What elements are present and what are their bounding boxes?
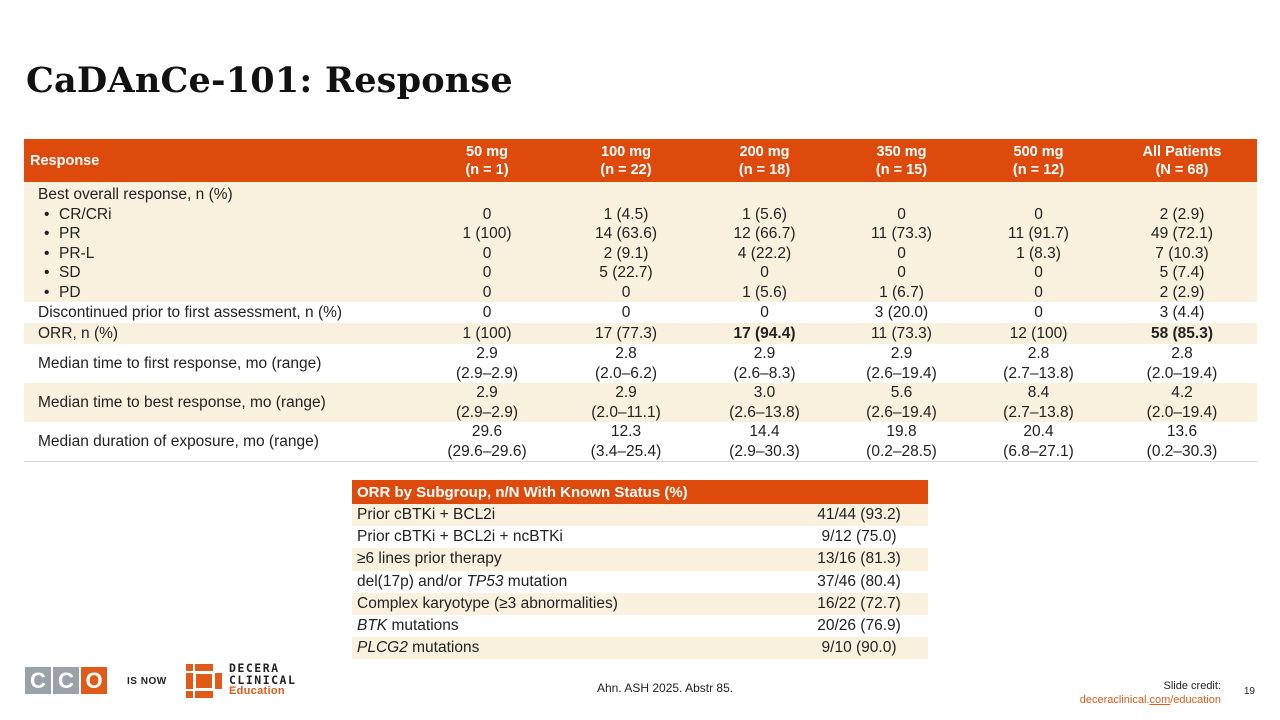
header-200mg: 200 mg (n = 18) bbox=[696, 139, 833, 182]
table-cell: 2.8 (2.0–6.2) bbox=[556, 344, 696, 383]
bor-col-500mg: 0 11 (91.7) 1 (8.3) 0 0 bbox=[970, 182, 1107, 302]
subgroup-label: Complex karyotype (≥3 abnormalities) bbox=[352, 593, 640, 615]
header-100mg: 100 mg (n = 22) bbox=[556, 139, 696, 182]
bor-col-all: 2 (2.9) 49 (72.1) 7 (10.3) 5 (7.4) 2 (2.9) bbox=[1107, 182, 1257, 302]
table-cell: 19.8 (0.2–28.5) bbox=[833, 422, 970, 462]
table-cell: 0 bbox=[970, 302, 1107, 323]
table-cell: 3 (20.0) bbox=[833, 302, 970, 323]
cco-letter: C bbox=[25, 667, 51, 694]
table-cell: 2.9 (2.6–8.3) bbox=[696, 344, 833, 383]
table-cell-highlight: 58 (85.3) bbox=[1107, 323, 1257, 344]
table-cell: 8.4 (2.7–13.8) bbox=[970, 383, 1107, 422]
bor-label-prl: • PR-L bbox=[38, 244, 418, 264]
exposure-label: Median duration of exposure, mo (range) bbox=[24, 422, 418, 462]
is-now-label: IS NOW bbox=[127, 676, 167, 687]
subgroup-value: 37/46 (80.4) bbox=[640, 571, 928, 593]
header-response: Response bbox=[24, 139, 418, 182]
subgroup-label: Prior cBTKi + BCL2i bbox=[352, 504, 640, 526]
table-row-time-first bbox=[24, 344, 1257, 383]
table-row-time-best bbox=[24, 383, 1257, 422]
header-all-patients: All Patients (N = 68) bbox=[1107, 139, 1257, 182]
orr-label: ORR, n (%) bbox=[24, 323, 418, 344]
table-cell: 29.6 (29.6–29.6) bbox=[418, 422, 556, 462]
table-row bbox=[352, 504, 928, 526]
table-cell: 11 (73.3) bbox=[833, 323, 970, 344]
header-50mg: 50 mg (n = 1) bbox=[418, 139, 556, 182]
response-table bbox=[24, 139, 1257, 462]
table-cell: 2.9 (2.9–2.9) bbox=[418, 344, 556, 383]
subgroup-label: Prior cBTKi + BCL2i + ncBTKi bbox=[352, 526, 640, 548]
table-row bbox=[352, 548, 928, 570]
bor-col-350mg: 0 11 (73.3) 0 0 1 (6.7) bbox=[833, 182, 970, 302]
table-row-exposure bbox=[24, 422, 1257, 462]
slide-title: CaDAnCe-101: Response bbox=[26, 60, 513, 101]
subgroup-value: 9/12 (75.0) bbox=[640, 526, 928, 548]
table-cell: 2.8 (2.7–13.8) bbox=[970, 344, 1107, 383]
table-cell: 20.4 (6.8–27.1) bbox=[970, 422, 1107, 462]
table-row-best-overall bbox=[24, 182, 1257, 302]
table-row bbox=[352, 615, 928, 637]
table-cell: 2.8 (2.0–19.4) bbox=[1107, 344, 1257, 383]
table-row-discontinued bbox=[24, 302, 1257, 323]
table-cell: 2.9 (2.6–19.4) bbox=[833, 344, 970, 383]
table-header-row bbox=[24, 139, 1257, 182]
table-cell: 0 bbox=[556, 302, 696, 323]
table-row-orr bbox=[24, 323, 1257, 344]
table-cell: 12 (100) bbox=[970, 323, 1107, 344]
decera-wordmark: DECERA CLINICAL Education bbox=[229, 661, 297, 697]
best-overall-label-cell bbox=[24, 182, 418, 302]
best-overall-label: Best overall response, n (%) bbox=[38, 186, 233, 203]
bor-label-sd: • SD bbox=[38, 263, 418, 283]
time-best-label: Median time to best response, mo (range) bbox=[24, 383, 418, 422]
bor-col-200mg: 1 (5.6) 12 (66.7) 4 (22.2) 0 1 (5.6) bbox=[696, 182, 833, 302]
table-row bbox=[352, 637, 928, 659]
subgroup-value: 16/22 (72.7) bbox=[640, 593, 928, 615]
subgroup-label: PLCG2 mutations bbox=[352, 637, 640, 659]
table-cell: 5.6 (2.6–19.4) bbox=[833, 383, 970, 422]
decera-logo-icon bbox=[186, 664, 222, 698]
subgroup-value: 20/26 (76.9) bbox=[640, 615, 928, 637]
cco-letter: O bbox=[81, 667, 107, 694]
table-cell: 12.3 (3.4–25.4) bbox=[556, 422, 696, 462]
table-cell: 14.4 (2.9–30.3) bbox=[696, 422, 833, 462]
header-500mg: 500 mg (n = 12) bbox=[970, 139, 1107, 182]
table-row bbox=[352, 593, 928, 615]
bor-label-pr: • PR bbox=[38, 224, 418, 244]
table-row bbox=[352, 571, 928, 593]
citation: Ahn. ASH 2025. Abstr 85. bbox=[597, 681, 734, 695]
page-number: 19 bbox=[1243, 686, 1255, 697]
bor-label-pd: • PD bbox=[38, 283, 418, 303]
table-cell: 13.6 (0.2–30.3) bbox=[1107, 422, 1257, 462]
subgroup-value: 13/16 (81.3) bbox=[640, 548, 928, 570]
credit-link[interactable]: deceraclinical.com/education bbox=[1079, 694, 1221, 706]
slide-credit: Slide credit: deceraclinical.com/education bbox=[1079, 680, 1221, 706]
subgroup-table bbox=[352, 480, 928, 659]
table-cell: 3 (4.4) bbox=[1107, 302, 1257, 323]
table-cell: 2.9 (2.0–11.1) bbox=[556, 383, 696, 422]
header-350mg: 350 mg (n = 15) bbox=[833, 139, 970, 182]
table-cell: 17 (77.3) bbox=[556, 323, 696, 344]
discontinued-label: Discontinued prior to first assessment, n (%) bbox=[24, 302, 418, 323]
table-cell-highlight: 17 (94.4) bbox=[696, 323, 833, 344]
cco-logo bbox=[25, 667, 107, 694]
time-first-label: Median time to first response, mo (range) bbox=[24, 344, 418, 383]
table-cell: 2.9 (2.9–2.9) bbox=[418, 383, 556, 422]
table-cell: 0 bbox=[696, 302, 833, 323]
table-row bbox=[352, 526, 928, 548]
subgroup-value: 9/10 (90.0) bbox=[640, 637, 928, 659]
table-cell: 3.0 (2.6–13.8) bbox=[696, 383, 833, 422]
subgroup-value: 41/44 (93.2) bbox=[640, 504, 928, 526]
table-cell: 1 (100) bbox=[418, 323, 556, 344]
bor-col-100mg: 1 (4.5) 14 (63.6) 2 (9.1) 5 (22.7) 0 bbox=[556, 182, 696, 302]
table-cell: 4.2 (2.0–19.4) bbox=[1107, 383, 1257, 422]
table-cell: 0 bbox=[418, 302, 556, 323]
bor-col-50mg: 0 1 (100) 0 0 0 bbox=[418, 182, 556, 302]
subgroup-header: ORR by Subgroup, n/N With Known Status (%) bbox=[352, 480, 928, 504]
subgroup-label: BTK mutations bbox=[352, 615, 640, 637]
subgroup-label: del(17p) and/or TP53 mutation bbox=[352, 571, 640, 593]
subgroup-label: ≥6 lines prior therapy bbox=[352, 548, 640, 570]
bor-label-crcri: • CR/CRi bbox=[38, 205, 418, 225]
cco-letter: C bbox=[53, 667, 79, 694]
